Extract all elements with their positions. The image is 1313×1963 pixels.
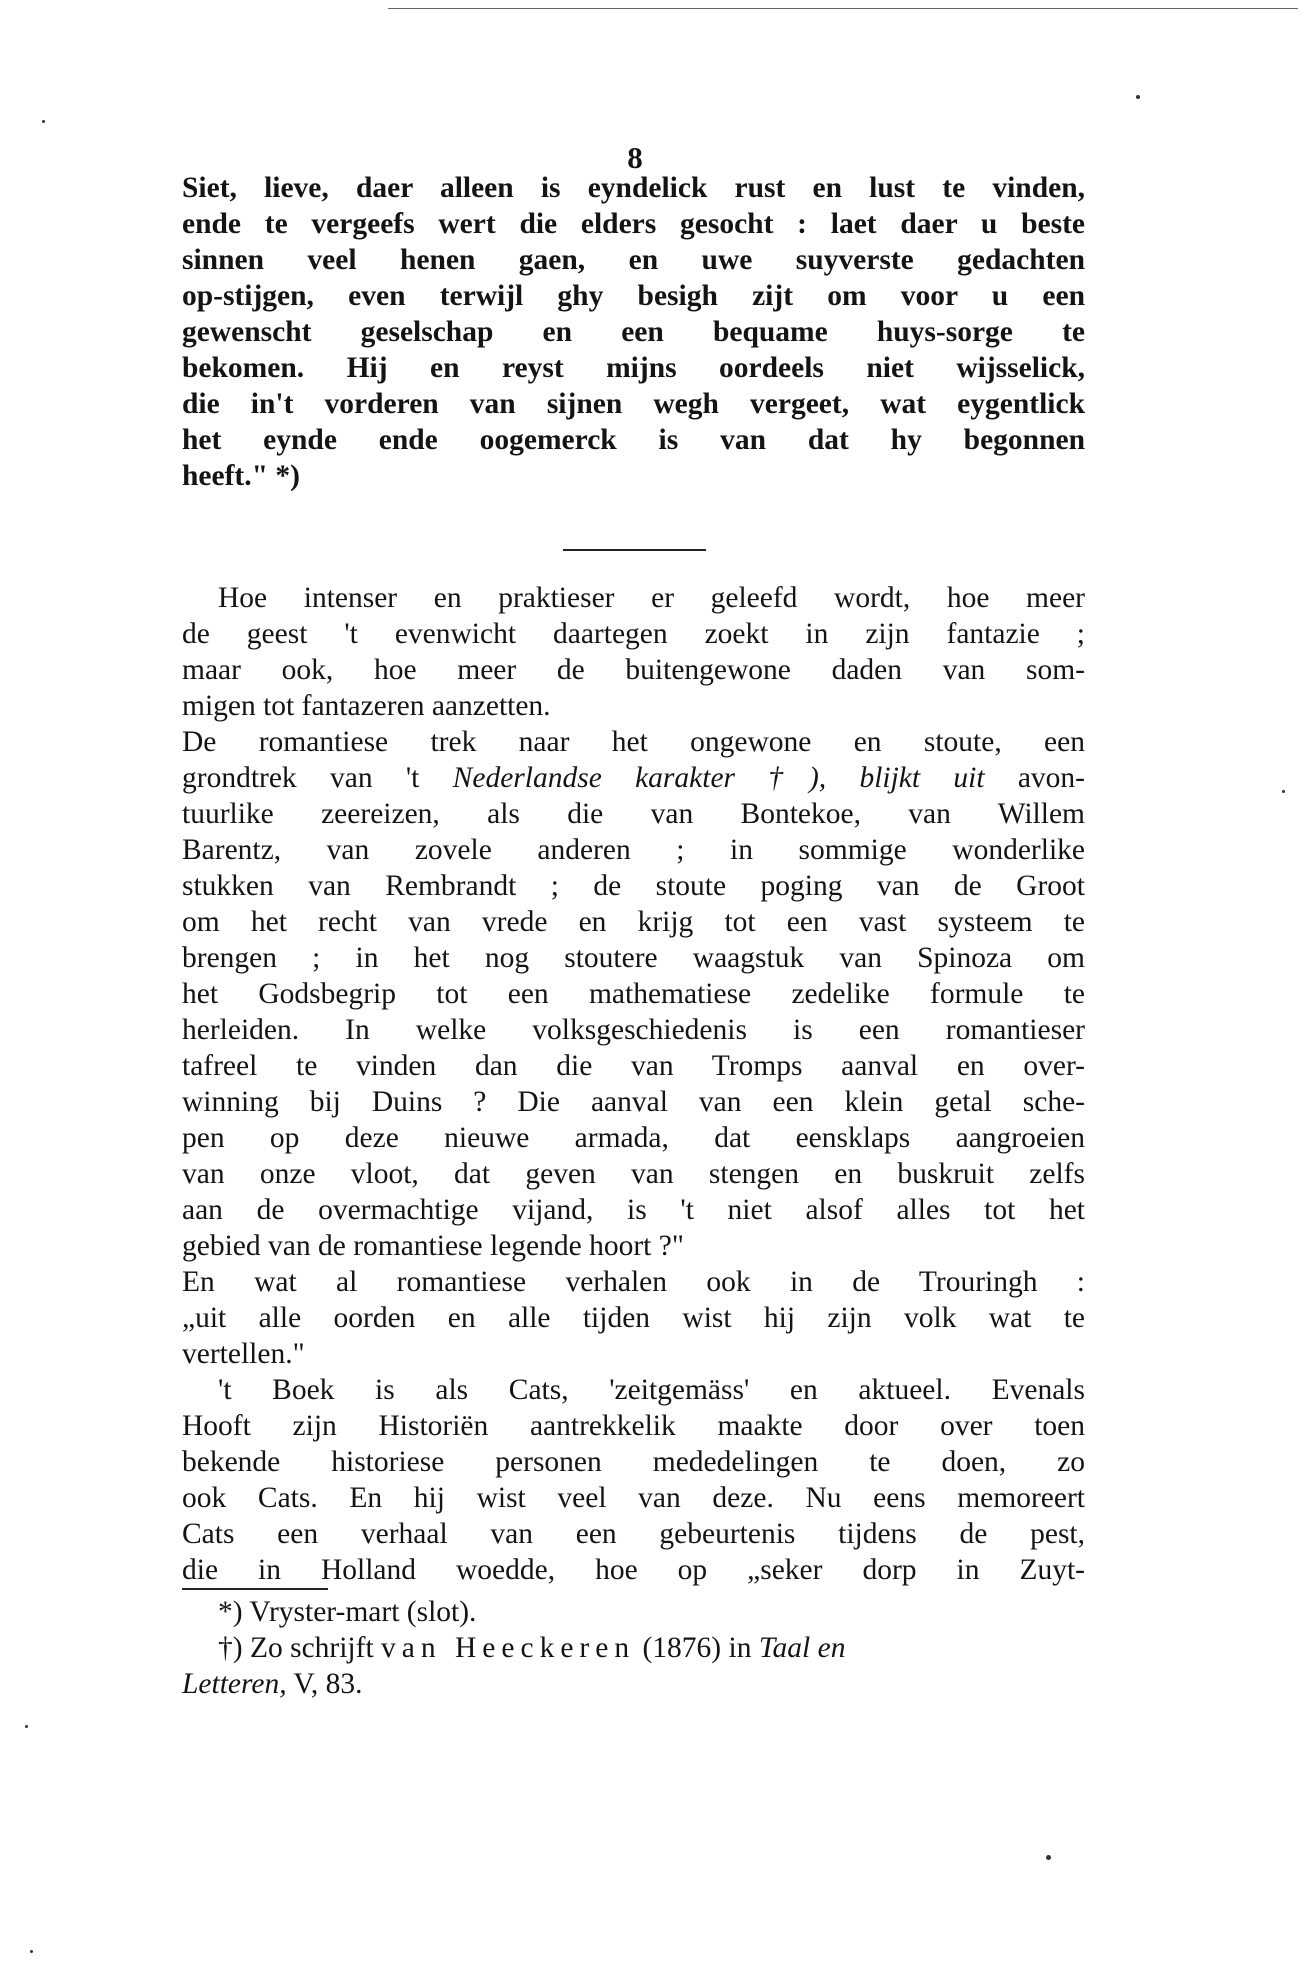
body-line: De romantiese trek naar het ongewone en stoute, een <box>182 726 1085 758</box>
section-divider <box>563 549 706 551</box>
body-line: Hoe intenser en praktieser er geleefd wordt, hoe meer <box>218 582 1085 614</box>
quote-line: het eynde ende oogemerck is van dat hy begonnen <box>182 424 1085 456</box>
footnote-2-author: van Heeckeren <box>381 1632 636 1664</box>
body-line: vertellen." <box>182 1338 305 1370</box>
top-edge-rule <box>388 8 1298 9</box>
body-line: ook Cats. En hij wist veel van deze. Nu eens memoreert <box>182 1482 1085 1514</box>
scan-speck <box>42 120 45 123</box>
body-line: Barentz, van zovele anderen ; in sommige wonderlike <box>182 834 1085 866</box>
body-line: winning bij Duins ? Die aanval van een klein getal sche- <box>182 1086 1085 1118</box>
quote-line: ende te vergeefs wert die elders gesocht : laet daer u beste <box>182 208 1085 240</box>
body-line: die in Holland woedde, hoe op „seker dorp in Zuyt- <box>182 1554 1085 1586</box>
footnotes <box>182 1594 1085 1702</box>
body-line: de geest 't evenwicht daartegen zoekt in zijn fantazie ; <box>182 618 1085 650</box>
footnote-2-ref: V, 83. <box>286 1668 363 1700</box>
body-line: stukken van Rembrandt ; de stoute poging van de Groot <box>182 870 1085 902</box>
scan-speck <box>25 1725 28 1728</box>
quote-line: sinnen veel henen gaen, en uwe suyverste gedachten <box>182 244 1085 276</box>
quote-line: Siet, lieve, daer alleen is eyndelick rust en lust te vinden, <box>182 172 1085 204</box>
body-line: pen op deze nieuwe armada, dat eensklaps aangroeien <box>182 1122 1085 1154</box>
quote-line: heeft." *) <box>182 460 300 492</box>
body-line: om het recht van vrede en krijg tot een vast systeem te <box>182 906 1085 938</box>
quote-line: gewenscht geselschap en een bequame huys-sorge te <box>182 316 1085 348</box>
body-text <box>182 580 1085 1588</box>
footnote-2 <box>182 1630 1085 1666</box>
body-line: migen tot fantazeren aanzetten. <box>182 690 551 722</box>
body-line: brengen ; in het nog stoutere waagstuk van Spinoza om <box>182 942 1085 974</box>
body-line: Hooft zijn Historiën aantrekkelik maakte door over toen <box>182 1410 1085 1442</box>
quote-line: bekomen. Hij en reyst mijns oordeels niet wijsselick, <box>182 352 1085 384</box>
body-line: gebied van de romantiese legende hoort ?" <box>182 1230 684 1262</box>
quote-line: op-stijgen, even terwijl ghy besigh zijt om voor u een <box>182 280 1085 312</box>
footnote-2-continued <box>182 1666 1085 1702</box>
footnote-divider <box>182 1588 328 1590</box>
body-line-segment: grondtrek van 't <box>182 762 453 794</box>
scan-speck <box>1136 95 1140 99</box>
scan-speck <box>1282 790 1285 793</box>
body-line: van onze vloot, dat geven van stengen en buskruit zelfs <box>182 1158 1085 1190</box>
scan-speck <box>30 1950 33 1953</box>
body-line: maar ook, hoe meer de buitengewone daden van som- <box>182 654 1085 686</box>
body-line: aan de overmachtige vijand, is 't niet alsof alles tot het <box>182 1194 1085 1226</box>
footnote-2-mid: (1876) in <box>635 1632 759 1664</box>
body-line-segment: avon- <box>984 762 1085 794</box>
body-line: „uit alle oorden en alle tijden wist hij zijn volk wat te <box>182 1302 1085 1334</box>
footnote-1: *) Vryster-mart (slot). <box>218 1596 477 1628</box>
body-line: tafreel te vinden dan die van Tromps aanval en over- <box>182 1050 1085 1082</box>
footnote-2-title: Taal en <box>758 1632 846 1664</box>
body-line: 't Boek is als Cats, 'zeitgemäss' en aktueel. Evenals <box>218 1374 1085 1406</box>
page-number: 8 <box>627 140 643 175</box>
italic-segment: Nederlandse karakter †), blijkt uit <box>452 762 985 794</box>
quote-line: die in't vorderen van sijnen wegh vergeet, wat eygentlick <box>182 388 1085 420</box>
body-line: het Godsbegrip tot een mathematiese zedelike formule te <box>182 978 1085 1010</box>
footnote-2-title-cont: Letteren, <box>182 1668 287 1700</box>
body-line: bekende historiese personen mededelingen te doen, zo <box>182 1446 1085 1478</box>
body-line: En wat al romantiese verhalen ook in de Trouringh : <box>182 1266 1085 1298</box>
body-line: Cats een verhaal van een gebeurtenis tijdens de pest, <box>182 1518 1085 1550</box>
quote-passage <box>182 170 1085 494</box>
body-line <box>182 760 1085 796</box>
footnote-2-lead: †) Zo schrijft <box>218 1632 382 1664</box>
body-line: herleiden. In welke volksgeschiedenis is een romantieser <box>182 1014 1085 1046</box>
body-line: tuurlike zeereizen, als die van Bontekoe, van Willem <box>182 798 1085 830</box>
scan-speck <box>1046 1855 1051 1860</box>
